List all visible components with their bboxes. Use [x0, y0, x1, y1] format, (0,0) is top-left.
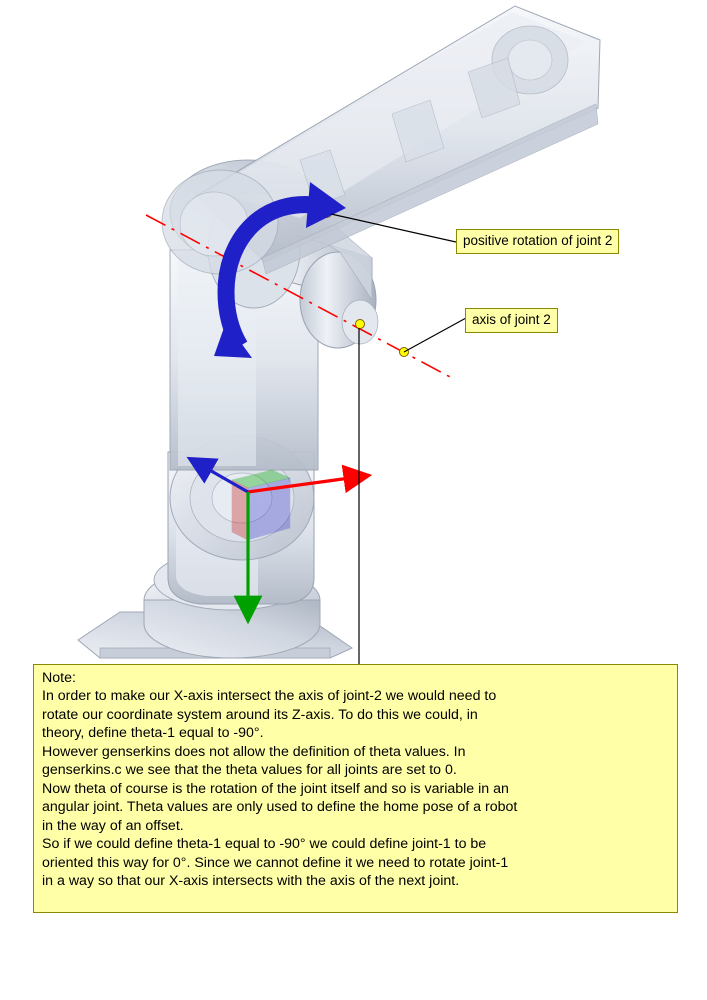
note-line-6: Now theta of course is the rotation of the joint itself and so is variable in an: [42, 780, 509, 797]
callout-axis-of-joint-2: [465, 308, 558, 333]
leader-axis: [404, 318, 466, 352]
note-line-7: angular joint. Theta values are only used to define the home pose of a robot: [42, 799, 518, 816]
note-line-10: oriented this way for 0°. Since we cannot define it we need to rotate joint-1: [42, 854, 509, 871]
note-line-2: rotate our coordinate system around its Z-axis. To do this we could, in: [42, 706, 478, 723]
callout-label: positive rotation of joint 2: [463, 233, 613, 248]
note-line-5: genserkins.c we see that the theta values for all joints are set to 0.: [42, 762, 457, 779]
note-line-9: So if we could define theta-1 equal to -90° we could define joint-1 to be: [42, 836, 487, 853]
note-line-3: theory, define theta-1 equal to -90°.: [42, 725, 264, 742]
note-box: [33, 664, 678, 913]
callout-label: axis of joint 2: [472, 312, 551, 327]
note-line-4: However genserkins does not allow the definition of theta values. In: [42, 743, 466, 760]
note-line-8: in the way of an offset.: [42, 817, 184, 834]
note-line-1: In order to make our X-axis intersect the axis of joint-2 we would need to: [42, 688, 497, 705]
joint-2-axis-point-middle: [356, 320, 365, 329]
note-title: Note:: [42, 670, 76, 686]
callout-positive-rotation-joint-2: [456, 229, 619, 254]
note-line-11: in a way so that our X-axis intersects with the axis of the next joint.: [42, 872, 460, 889]
